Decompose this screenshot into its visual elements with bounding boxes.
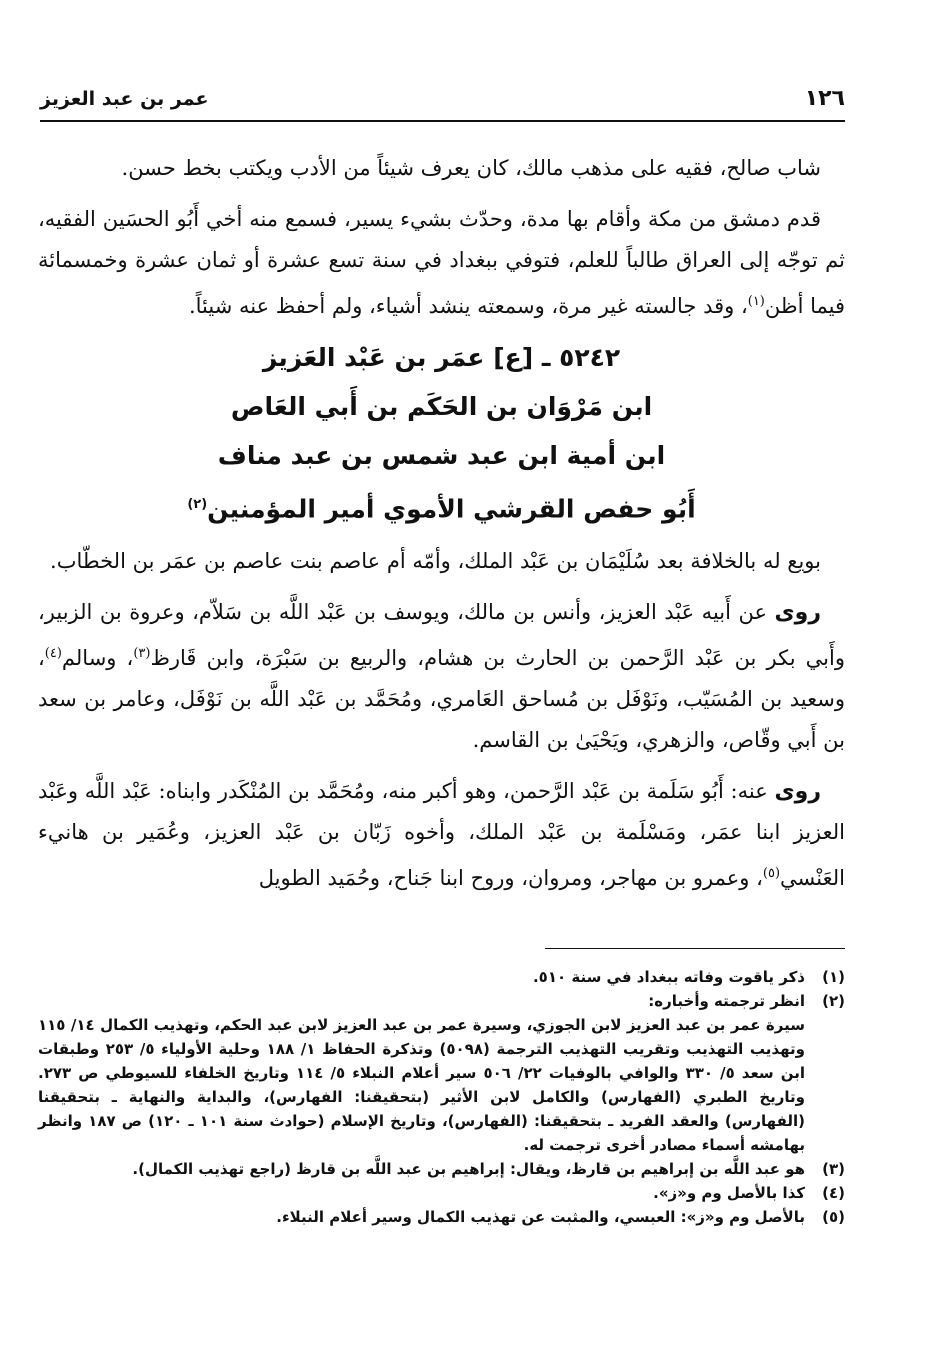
footnote-2 (38, 989, 845, 1013)
entry-heading (38, 333, 845, 533)
paragraph-1: شاب صالح، فقيه على مذهب مالك، كان يعرف شيئاً من الأدب ويكتب بخط حسن. (121, 156, 821, 180)
heading-line-2: ابن مَرْوَان بن الحَكَم بن أَبي العَاص (230, 392, 653, 421)
footnote-divider (545, 948, 845, 949)
footnote-4 (38, 1181, 845, 1205)
footnote-number: (٢) (822, 992, 845, 1010)
running-title: عمر بن عبد العزيز (40, 88, 209, 110)
paragraph-2-text: قدم دمشق من مكة وأقام بها مدة، وحدّث بشيء يسير، فسمع منه أخي أَبُو الحسَين الفقيه، ثم توجّه إلى العراق طالباً للعلم، فتوفي ببغداد في سنة تسع عشرة أو ثمان عشرة وخمسمائة فيما أظن (38, 207, 845, 318)
footnote-ref-3[interactable]: (٣) (133, 646, 151, 662)
narrated-from-label: روى (774, 600, 821, 626)
paragraph-5 (38, 771, 845, 899)
footnote-ref-2[interactable]: (٢) (187, 497, 208, 512)
footnote-5 (38, 1205, 845, 1229)
paragraph-5-b: ، وعمرو بن مهاجر، ومروان، وروح ابنا جَناح، وحُمَيد الطويل (258, 866, 763, 891)
footnote-3 (38, 1157, 845, 1181)
footnote-ref-4[interactable]: (٤) (44, 646, 62, 662)
paragraph-5-a: عنه: أَبُو سَلَمة بن عَبْد الرَّحمن، وهو أكبر منه، ومُحَمَّد بن المُنْكَدر وابناه: عَبْد اللَّه وعَبْد العزيز ابنا عمَر، ومَسْلَمة بن عَبْد الملك، وأخوه زَبّان بن عَبْد العزيز، وعُمَير بن هانيء العَنْسي (38, 779, 845, 891)
paragraph-2-tail: ، وقد جالسته غير مرة، وسمعته ينشد أشياء، ولم أحفظ عنه شيئاً. (188, 294, 748, 318)
paragraph-2 (38, 199, 845, 327)
footnote-number: (٤) (822, 1184, 845, 1202)
footnote-1 (38, 965, 845, 989)
footnote-text: كذا بالأصل وم و«ز». (653, 1184, 805, 1202)
footnote-ref-5[interactable]: (٥) (762, 866, 781, 882)
heading-line-3: ابن أمية ابن عبد شمس بن عبد مناف (217, 441, 666, 470)
main-text (38, 148, 845, 899)
paragraph-4-b: ، وسالم (61, 646, 134, 671)
footnote-number: (٥) (822, 1208, 845, 1226)
page-number: ١٢٦ (804, 86, 845, 111)
footnote-number: (٣) (822, 1160, 845, 1178)
footnote-text: ذكر ياقوت وفاته ببغداد في سنة ٥١٠. (532, 968, 805, 986)
page-header (40, 84, 845, 122)
narrated-by-label: روى (774, 779, 821, 805)
footnote-text: هو عبد اللَّه بن إبراهيم بن قارظ، ويقال: إبراهيم بن عبد اللَّه بن قارظ (راجع تهذيب الكمال). (132, 1160, 805, 1178)
footnote-text: انظر ترجمته وأخباره: (648, 992, 805, 1010)
heading-line-1: ٥٢٤٢ ـ [ع] عمَر بن عَبْد العَزيز (262, 343, 621, 372)
heading-line-4-text: أَبُو حفص القرشي الأموي أمير المؤمنين (207, 494, 696, 524)
footnote-text: بالأصل وم و«ز»: العبسي، والمثبت عن تهذيب الكمال وسير أعلام النبلاء. (276, 1208, 805, 1226)
footnote-number: (١) (822, 968, 845, 986)
paragraph-4 (38, 592, 845, 761)
footnote-2-sources: سيرة عمر بن عبد العزيز لابن الجوزي، وسيرة عمر بن عبد العزيز لابن عبد الحكم، وتهذيب الكمال ١٤/ ١١٥ وتهذيب التهذيب وتقريب التهذيب الترجمة (٥٠٩٨) وتذكرة الحفاظ ١/ ١٨٨ وحلية الأولياء ٥/ ٢٥٣ وطبقات ابن سعد ٥/ ٣٣٠ والوافي بالوفيات ٢٢/ ٥٠٦ سير أعلام النبلاء ٥/ ١١٤ وتاريخ الخلفاء للسيوطي ص ٢٧٣. وتاريخ الطبري (الفهارس) والكامل لابن الأثير (بتحقيقنا: الفهارس)، والبداية والنهاية ـ بتحقيقنا (الفهارس) والعقد الفريد ـ بتحقيقنا: (الفهارس)، وتاريخ الإسلام (حوادث سنة ١٠١ ـ ١٢٠) ص ١٨٧ وانظر بهامشه أسماء مصادر أخرى ترجمت له. (38, 1016, 806, 1154)
paragraph-4-c: ، وسعيد بن المُسَيّب، ونَوْفَل بن مُساحق العَامري، ومُحَمَّد بن عَبْد اللَّه بن نَوْفَل، وعامر بن سعد بن أَبي وقّاص، والزهري، ويَحْيَىٰ بن القاسم. (38, 646, 845, 753)
paragraph-3: بويع له بالخلافة بعد سُلَيْمَان بن عَبْد الملك، وأمّه أم عاصم بنت عاصم بن عمَر بن الخطّاب. (50, 549, 821, 574)
footnotes (38, 965, 845, 1229)
footnote-ref-1[interactable]: (١) (747, 294, 765, 309)
heading-line-4 (38, 480, 845, 533)
paragraph-4-a: عن أَبيه عَبْد العزيز، وأنس بن مالك، ويوسف بن عَبْد اللَّه بن سَلاّم، وعروة بن الزبير، وأَبي بكر بن عَبْد الرَّحمن بن الحارث بن هشام، والربيع بن سَبْرَة، وابن قَارظ (38, 600, 845, 671)
